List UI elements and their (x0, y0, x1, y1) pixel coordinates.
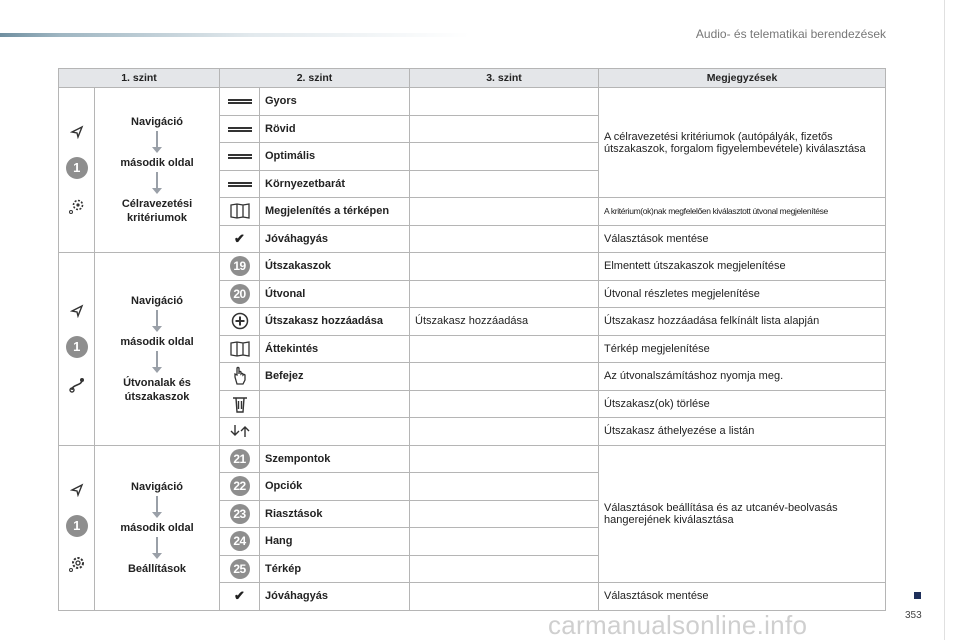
settings-table (58, 68, 886, 611)
table-row (59, 88, 886, 116)
level2-label: Útszakasz hozzáadása (260, 308, 410, 336)
level2-label: Szempontok (260, 445, 410, 473)
group2-navigation-path (95, 253, 220, 446)
nav-step-2: második oldal (120, 157, 194, 169)
group3-navigation-path (95, 445, 220, 610)
check-icon: ✔ (234, 230, 245, 246)
level2-label: Hang (260, 528, 410, 556)
step-badge: 1 (66, 515, 88, 537)
navigation-arrow-icon (70, 483, 84, 497)
note: Választások mentése (599, 583, 886, 611)
level2-label: Befejez (260, 363, 410, 391)
level2-label: Útvonal (260, 280, 410, 308)
option-bar-icon (228, 154, 252, 159)
group3-merged-note: Választások beállítása és az utcanév-beolvasás hangerejének kiválasztása (599, 445, 886, 583)
col-header-notes: Megjegyzések (599, 69, 886, 88)
down-arrow-icon (156, 537, 158, 554)
gear-icon (68, 555, 86, 573)
option-bar-icon (228, 182, 252, 187)
nav-step-2: második oldal (120, 521, 194, 534)
level2-label: Gyors (260, 88, 410, 116)
corner-square (914, 592, 921, 599)
option-bar-icon (228, 99, 252, 104)
move-icon (229, 422, 251, 440)
step-badge-25: 25 (230, 559, 250, 579)
check-icon: ✔ (234, 588, 245, 604)
step-badge-24: 24 (230, 531, 250, 551)
level2-label: Rövid (260, 115, 410, 143)
step-badge-20: 20 (230, 284, 250, 304)
note: A kritérium(ok)nak megfelelően kiválasztott útvonal megjelenítése (599, 198, 886, 226)
down-arrow-icon (156, 351, 158, 368)
watermark: carmanualsonline.info (548, 610, 808, 640)
nav-step-3: Útvonalak és útszakaszok (123, 376, 191, 403)
level2-label: Útszakaszok (260, 253, 410, 281)
criteria-settings-icon (68, 197, 86, 215)
nav-step-2: második oldal (120, 335, 194, 348)
page-number: 353 (905, 610, 922, 621)
note: Térkép megjelenítése (599, 335, 886, 363)
nav-step-1: Navigáció (131, 116, 183, 128)
group3-icons (59, 445, 95, 610)
note: Útszakasz hozzáadása felkínált lista alapján (599, 308, 886, 336)
step-badge-23: 23 (230, 504, 250, 524)
level2-label: Jóváhagyás (260, 225, 410, 253)
hand-icon (232, 366, 248, 386)
down-arrow-icon (156, 496, 158, 513)
level2-label: Megjelenítés a térképen (260, 198, 410, 226)
nav-step-3: Célravezetési kritériumok (121, 198, 193, 224)
level2-label: Riasztások (260, 500, 410, 528)
group1-navigation-path (95, 88, 220, 253)
note: Útvonal részletes megjelenítése (599, 280, 886, 308)
level2-label: Környezetbarát (260, 170, 410, 198)
level2-label (260, 418, 410, 446)
note: Az útvonalszámításhoz nyomja meg. (599, 363, 886, 391)
level2-label: Jóváhagyás (260, 583, 410, 611)
col-header-level3: 3. szint (410, 69, 599, 88)
level2-label: Opciók (260, 473, 410, 501)
nav-step-3: Beállítások (127, 562, 187, 575)
level3-label: Útszakasz hozzáadása (410, 308, 599, 336)
option-bar-icon (228, 127, 252, 132)
step-badge-21: 21 (230, 449, 250, 469)
map-icon (230, 341, 250, 357)
navigation-arrow-icon (70, 125, 84, 139)
table-row (59, 253, 886, 281)
col-header-level2: 2. szint (220, 69, 410, 88)
step-badge-22: 22 (230, 476, 250, 496)
page-header-title: Audio- és telematikai berendezések (695, 27, 886, 41)
level2-label (260, 390, 410, 418)
col-header-level1: 1. szint (59, 69, 220, 88)
map-icon (230, 203, 250, 219)
navigation-arrow-icon (70, 304, 84, 318)
nav-step-1: Navigáció (131, 294, 183, 307)
down-arrow-icon (156, 131, 158, 148)
level2-label: Áttekintés (260, 335, 410, 363)
note: Elmentett útszakaszok megjelenítése (599, 253, 886, 281)
group1-merged-note: A célravezetési kritériumok (autópályák, fizetős útszakaszok, forgalom figyelembevétele) kiválasztása (599, 88, 886, 198)
step-badge-19: 19 (230, 256, 250, 276)
header-accent-bar (0, 33, 470, 37)
group1-icons (59, 88, 95, 253)
level2-label: Térkép (260, 555, 410, 583)
plus-circle-icon (231, 312, 249, 330)
group2-icons (59, 253, 95, 446)
down-arrow-icon (156, 310, 158, 327)
trash-icon (232, 395, 248, 413)
route-settings-icon (68, 376, 86, 394)
side-rule (944, 0, 945, 640)
down-arrow-icon (156, 172, 158, 189)
note: Útszakasz áthelyezése a listán (599, 418, 886, 446)
note: Választások mentése (599, 225, 886, 253)
nav-step-1: Navigáció (131, 480, 183, 493)
note: Útszakasz(ok) törlése (599, 390, 886, 418)
level2-label: Optimális (260, 143, 410, 171)
table-row (59, 445, 886, 473)
step-badge: 1 (66, 336, 88, 358)
table-header-row (59, 69, 886, 88)
step-badge: 1 (66, 157, 88, 179)
